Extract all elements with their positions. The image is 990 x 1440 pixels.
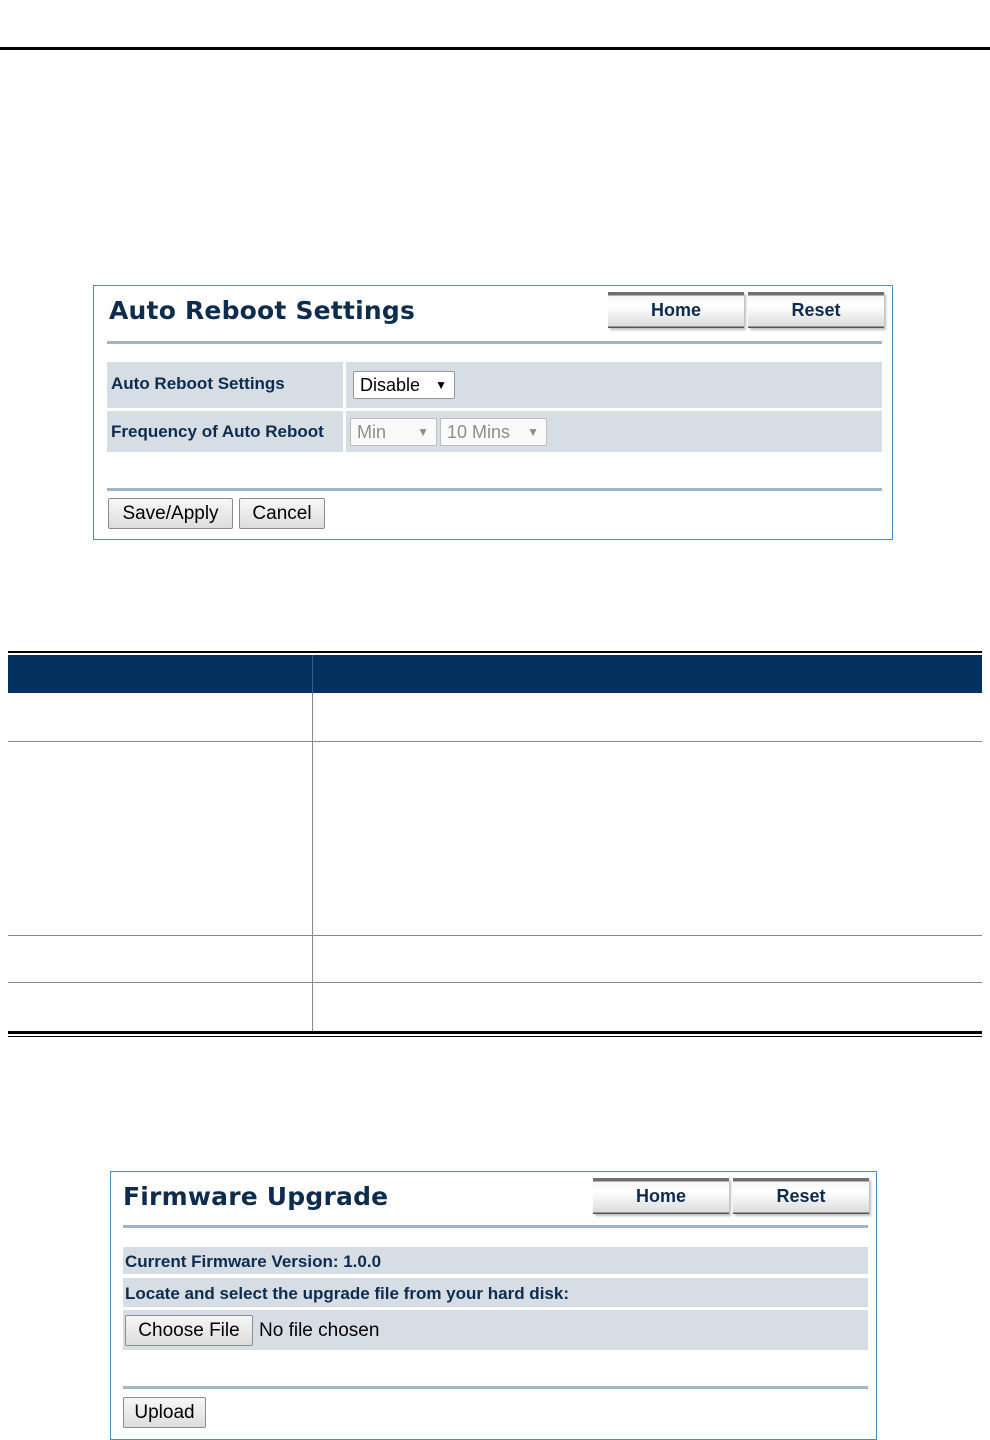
auto-reboot-panel bbox=[93, 285, 893, 540]
frequency-unit-select[interactable] bbox=[350, 418, 437, 446]
auto-reboot-label: Auto Reboot Settings bbox=[111, 374, 285, 393]
page-top-rule bbox=[0, 47, 990, 50]
cancel-button[interactable]: Cancel bbox=[239, 498, 325, 529]
table-top-rule bbox=[8, 651, 982, 653]
frequency-interval-select[interactable] bbox=[440, 418, 547, 446]
table-header-divider bbox=[312, 655, 313, 693]
footer-separator bbox=[107, 488, 882, 491]
home-button[interactable]: Home bbox=[608, 292, 744, 328]
table-row-divider bbox=[8, 935, 982, 936]
chevron-down-icon: ▼ bbox=[435, 378, 447, 392]
auto-reboot-title: Auto Reboot Settings bbox=[109, 296, 416, 325]
upload-button[interactable]: Upload bbox=[123, 1397, 206, 1428]
frequency-interval-value: 10 Mins bbox=[447, 422, 511, 442]
frequency-label: Frequency of Auto Reboot bbox=[111, 422, 324, 441]
table-row-divider bbox=[8, 982, 982, 983]
save-apply-button[interactable]: Save/Apply bbox=[108, 498, 233, 529]
chevron-down-icon: ▼ bbox=[417, 425, 429, 439]
no-file-chosen-text: No file chosen bbox=[259, 1320, 380, 1341]
locate-instruction: Locate and select the upgrade file from your hard disk: bbox=[125, 1284, 569, 1303]
firmware-title: Firmware Upgrade bbox=[123, 1182, 389, 1211]
reset-button[interactable]: Reset bbox=[748, 292, 884, 328]
table-bottom-rule bbox=[8, 1031, 982, 1034]
chevron-down-icon: ▼ bbox=[527, 425, 539, 439]
auto-reboot-select-value: Disable bbox=[360, 375, 421, 395]
auto-reboot-select[interactable] bbox=[353, 371, 455, 399]
header-separator bbox=[107, 341, 882, 344]
header-separator bbox=[123, 1225, 868, 1228]
reset-button[interactable]: Reset bbox=[733, 1178, 869, 1214]
table-column-divider bbox=[312, 693, 313, 1031]
firmware-panel bbox=[110, 1171, 877, 1440]
table-bottom-rule-thin bbox=[8, 1036, 982, 1037]
table-header bbox=[8, 655, 982, 693]
home-button[interactable]: Home bbox=[593, 1178, 729, 1214]
firmware-version: Current Firmware Version: 1.0.0 bbox=[125, 1252, 382, 1271]
table-row-divider bbox=[8, 741, 982, 742]
footer-separator bbox=[123, 1386, 868, 1389]
frequency-unit-value: Min bbox=[357, 422, 387, 442]
choose-file-button[interactable]: Choose File bbox=[125, 1315, 253, 1346]
